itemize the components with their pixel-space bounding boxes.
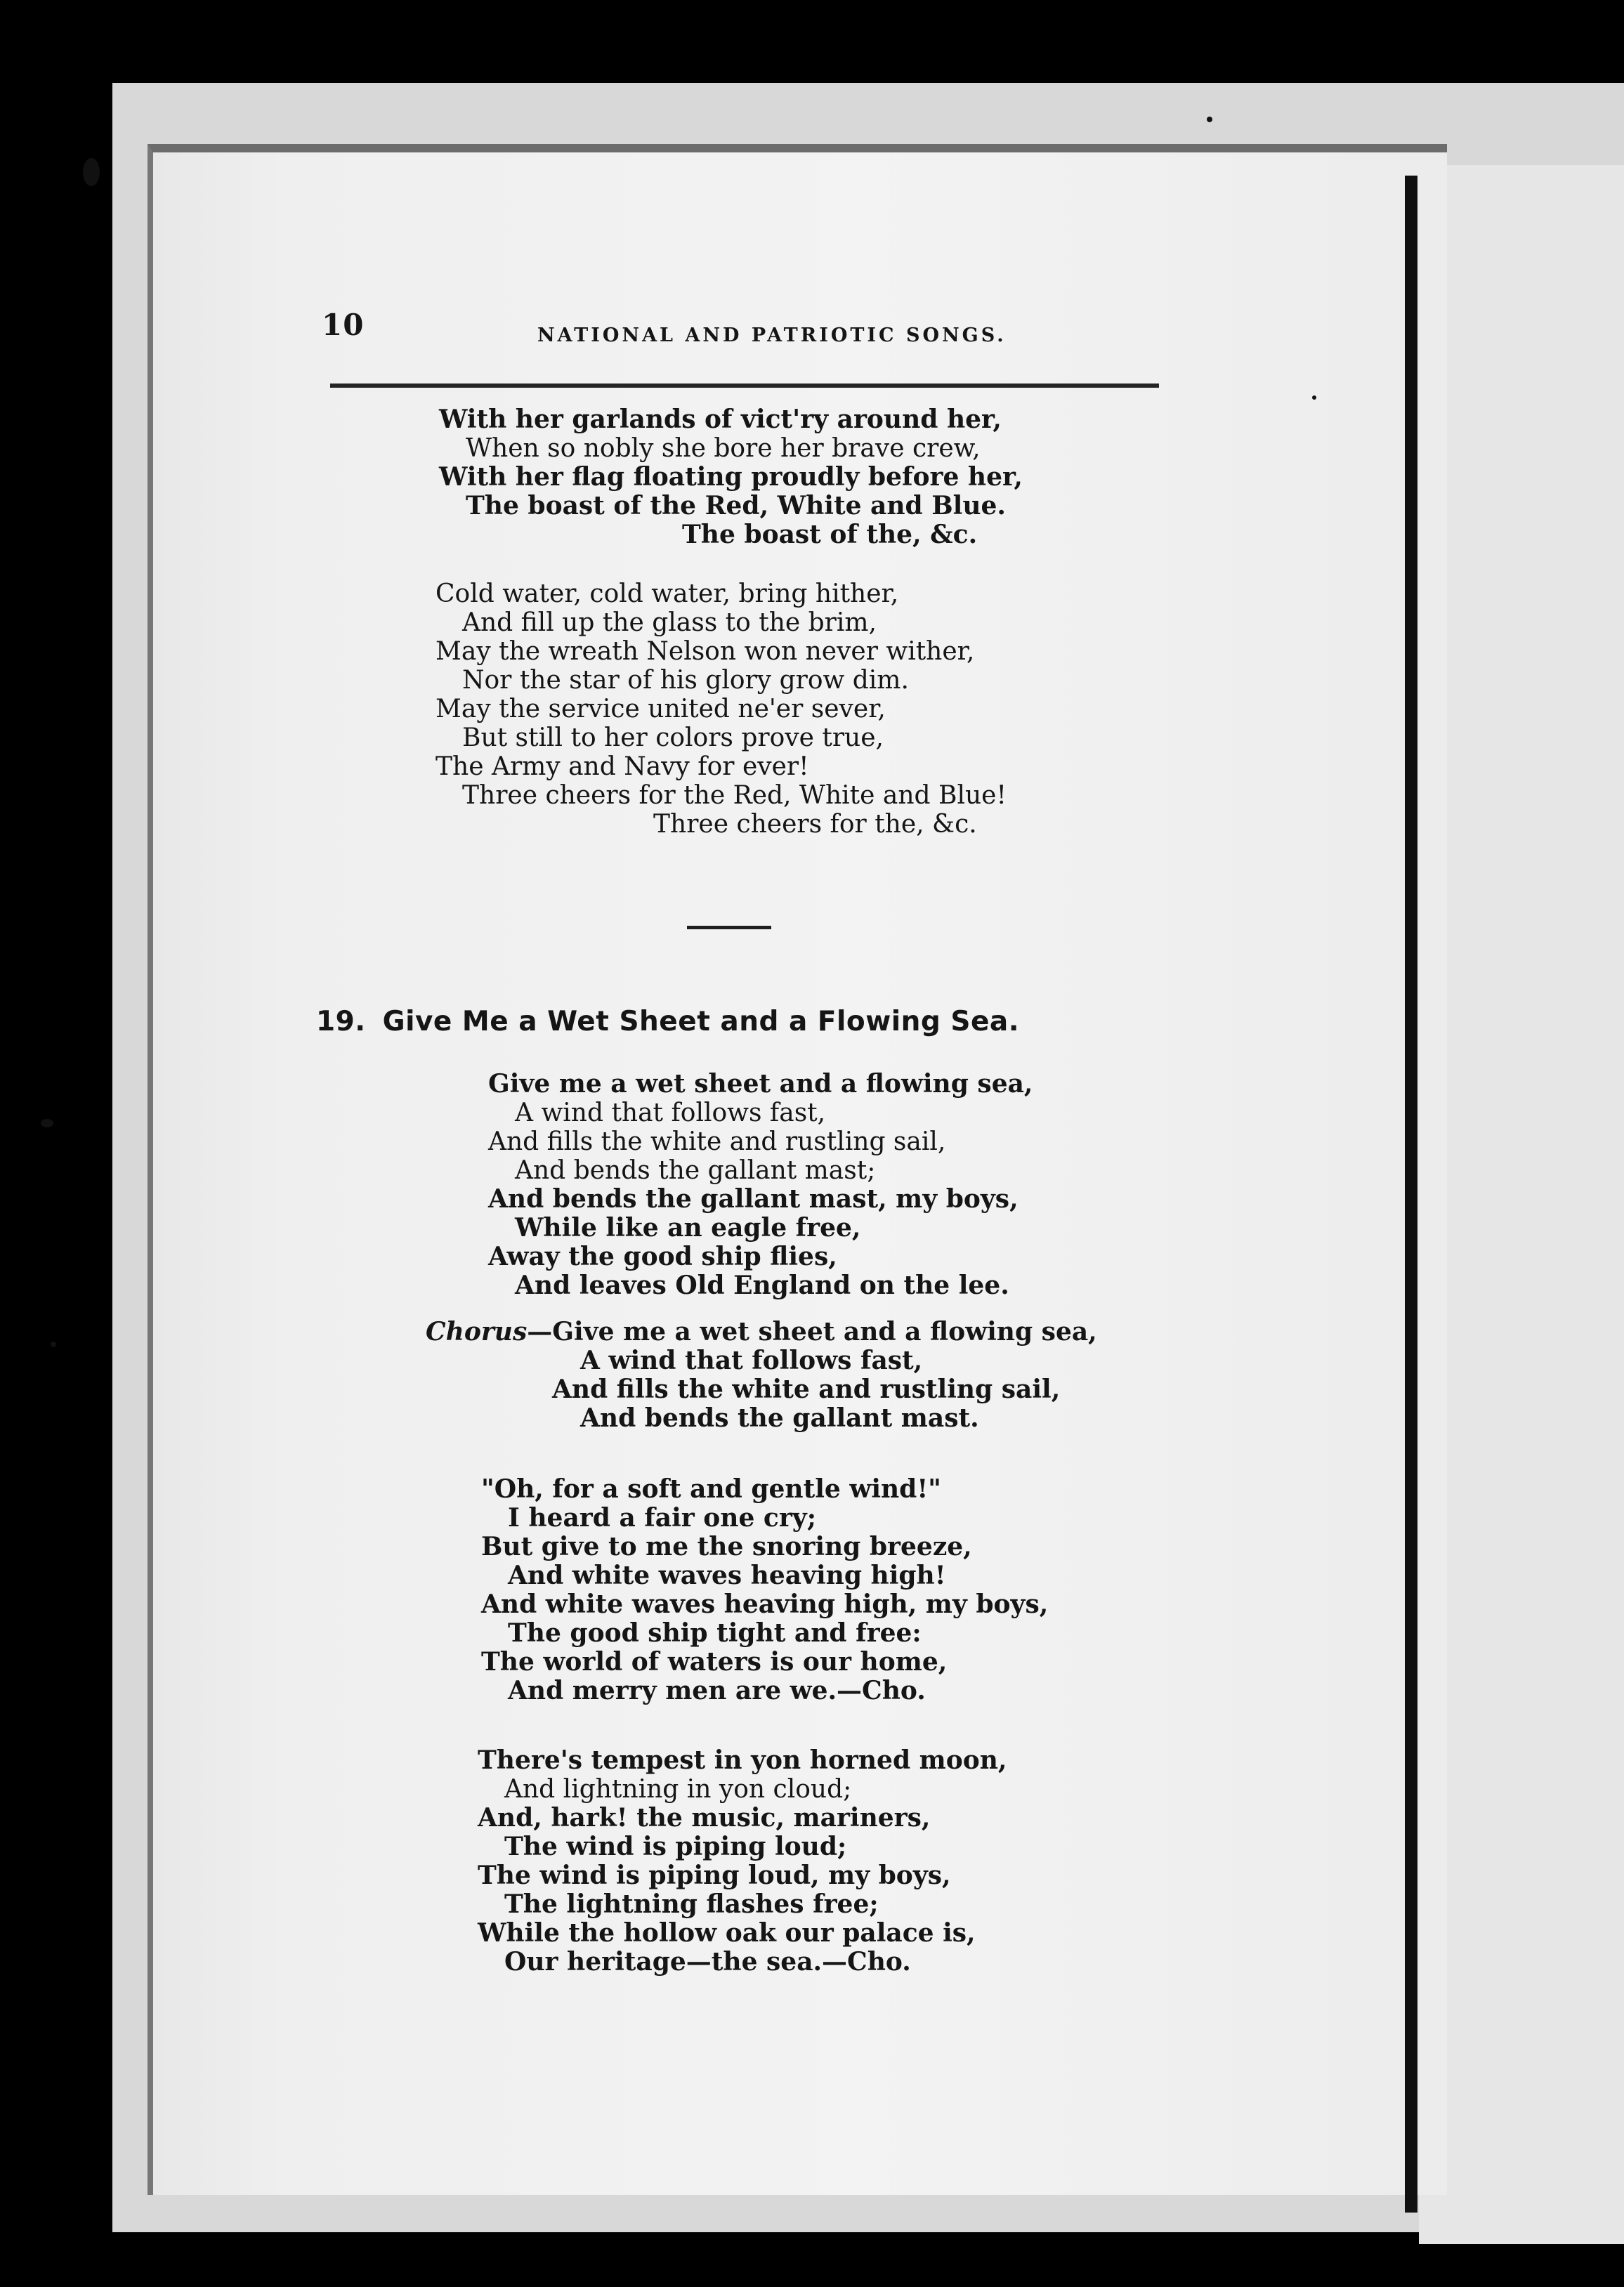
verse-line: And white waves heaving high, my boys, bbox=[481, 1590, 1049, 1619]
running-head: NATIONAL AND PATRIOTIC SONGS. bbox=[537, 325, 1007, 346]
verse-line: Give me a wet sheet and a flowing sea, bbox=[488, 1069, 1033, 1099]
verse-line: The boast of the Red, White and Blue. bbox=[466, 491, 1006, 520]
page-gutter-line bbox=[1405, 176, 1417, 2213]
scan-speck bbox=[83, 158, 100, 186]
verse-line: I heard a fair one cry; bbox=[508, 1503, 817, 1533]
verse-line: And, hark! the music, mariners, bbox=[478, 1803, 931, 1833]
chorus-first-line bbox=[426, 1318, 1097, 1346]
verse-line: And merry men are we.—Cho. bbox=[508, 1676, 926, 1705]
verse-line: And leaves Old England on the lee. bbox=[515, 1271, 1009, 1300]
verse-line: A wind that follows fast, bbox=[515, 1099, 826, 1127]
verse-line: "Oh, for a soft and gentle wind!" bbox=[481, 1474, 941, 1504]
song-title: Give Me a Wet Sheet and a Flowing Sea. bbox=[382, 1006, 1020, 1037]
verse-line: But give to me the snoring breeze, bbox=[481, 1532, 972, 1561]
verse-line: And fills the white and rustling sail, bbox=[488, 1127, 946, 1156]
chorus-line-text: —Give me a wet sheet and a flowing sea, bbox=[527, 1317, 1097, 1346]
header-rule bbox=[330, 384, 1159, 388]
verse-line: And white waves heaving high! bbox=[508, 1561, 946, 1590]
verse-line: The world of waters is our home, bbox=[481, 1647, 948, 1677]
page-number: 10 bbox=[322, 308, 365, 342]
verse-line: The good ship tight and free: bbox=[508, 1618, 922, 1648]
previous-song-stanza-1 bbox=[439, 405, 1023, 549]
verse-line: The lightning flashes free; bbox=[504, 1889, 879, 1919]
previous-song-stanza-2 bbox=[436, 579, 1007, 839]
verse-line: While like an eagle free, bbox=[515, 1213, 861, 1243]
chorus-label: Chorus bbox=[426, 1317, 528, 1346]
verse-line: Cold water, cold water, bring hither, bbox=[436, 579, 899, 608]
verse-line: A wind that follows fast, bbox=[580, 1346, 923, 1375]
scan-speck bbox=[1207, 117, 1212, 122]
song-heading bbox=[316, 1006, 1019, 1037]
verse-line: May the service united ne'er sever, bbox=[436, 695, 886, 723]
verse-line: With her flag floating proudly before her, bbox=[439, 462, 1023, 492]
scan-speck bbox=[41, 1119, 53, 1127]
song-19-chorus bbox=[426, 1318, 1097, 1433]
scan-speck bbox=[1312, 395, 1316, 400]
verse-line: Away the good ship flies, bbox=[488, 1242, 837, 1271]
verse-line: And lightning in yon cloud; bbox=[504, 1775, 852, 1804]
verse-line: And fill up the glass to the brim, bbox=[462, 608, 877, 637]
verse-line: Three cheers for the Red, White and Blue! bbox=[462, 781, 1007, 810]
verse-line: The wind is piping loud; bbox=[504, 1832, 847, 1861]
verse-line: There's tempest in yon horned moon, bbox=[478, 1745, 1007, 1775]
next-page-edge bbox=[1419, 165, 1624, 2244]
song-19-stanza-3 bbox=[478, 1746, 1007, 1977]
verse-line: And bends the gallant mast, my boys, bbox=[488, 1184, 1019, 1214]
verse-line: And bends the gallant mast; bbox=[515, 1156, 876, 1185]
verse-line: While the hollow oak our palace is, bbox=[478, 1918, 976, 1948]
verse-line: Nor the star of his glory grow dim. bbox=[462, 666, 909, 695]
verse-line: The wind is piping loud, my boys, bbox=[478, 1861, 951, 1890]
verse-line: With her garlands of vict'ry around her, bbox=[439, 405, 1002, 434]
song-19-stanza-1 bbox=[488, 1070, 1033, 1300]
verse-line: Three cheers for the, &c. bbox=[653, 810, 977, 839]
verse-line: The Army and Navy for ever! bbox=[436, 752, 809, 781]
verse-line: And fills the white and rustling sail, bbox=[552, 1375, 1061, 1404]
verse-line: When so nobly she bore her brave crew, bbox=[466, 434, 981, 463]
verse-line: Our heritage—the sea.—Cho. bbox=[504, 1947, 911, 1977]
song-separator-rule bbox=[687, 926, 771, 929]
song-19-stanza-2 bbox=[481, 1475, 1048, 1705]
song-number: 19. bbox=[316, 1006, 366, 1037]
verse-line: The boast of the, &c. bbox=[682, 520, 978, 549]
verse-line: But still to her colors prove true, bbox=[462, 723, 884, 752]
verse-line: And bends the gallant mast. bbox=[580, 1403, 979, 1433]
scan-speck bbox=[51, 1342, 56, 1347]
verse-line: May the wreath Nelson won never wither, bbox=[436, 637, 975, 666]
